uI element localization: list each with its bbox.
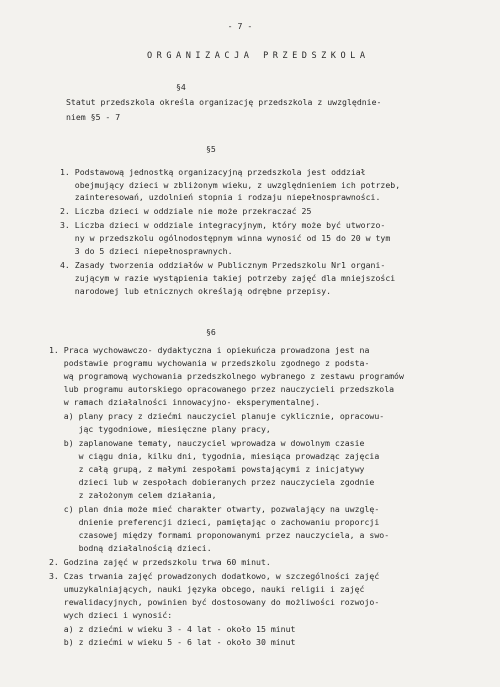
s6-line: 2. Godzina zajęć w przedszkolu trwa 60 minut.	[49, 557, 271, 567]
s6-line: dnienie preferencji dzieci, pamiętając o zachowaniu proporcji	[49, 517, 380, 527]
s6-line: podstawie programu wychowania w przedszkolu zgodnego z podsta-	[49, 358, 370, 368]
s6-line: dzieci lub w zespołach dobieranych przez nauczyciela zgodnie	[49, 477, 375, 487]
s6-line: w ramach działalności innowacyjno- eksperymentalnej.	[49, 397, 321, 407]
s6-line: umuzykalniających, nauki języka obcego, nauki religii i zajęć	[49, 584, 365, 594]
s4-line: Statut przedszkola określa organizację przedszkola z uwzględnie-	[66, 97, 382, 107]
s6-line: jąc tygodniowe, miesięczne plany pracy,	[49, 424, 271, 434]
s6-line: 3. Czas trwania zajęć prowadzonych dodatkowo, w szczególności zajęć	[49, 571, 380, 581]
s5-line: zainteresowań, uzdolnień stopnia i rodzaju niepełnosprawności.	[60, 192, 381, 202]
section-heading: ORGANIZACJA PRZEDSZKOLA	[147, 51, 370, 61]
s5-line: 1. Podstawową jednostką organizacyjną przedszkola jest oddział	[60, 167, 366, 177]
paragraph-sign-5: §5	[206, 144, 216, 154]
s6-line: czasowej między formami proponowanymi przez nauczyciela, a swo-	[49, 530, 390, 540]
paragraph-sign-6: §6	[206, 327, 216, 337]
s4-line: niem §5 - 7	[66, 112, 121, 122]
s6-line: bodną działalnością dzieci.	[49, 543, 212, 553]
s5-line: obejmujący dzieci w zbliżonym wieku, z uwzględnieniem ich potrzeb,	[60, 180, 401, 190]
s5-line: ny w przedszkolu ogólnodostępnym winna wynosić od 15 do 20 w tym	[60, 233, 391, 243]
s5-line: zującym w razie wystąpienia takiej potrzeby zajęć dla mniejszości	[60, 273, 396, 283]
s6-line: wą programową wychowania przedszkolnego wybranego z zestawu programów	[49, 371, 404, 381]
s6-line: z założonym celem działania,	[49, 490, 217, 500]
s6-line: wych dzieci i wynosić:	[49, 610, 173, 620]
s6-line: b) z dziećmi w wieku 5 - 6 lat - około 30 minut	[49, 637, 296, 647]
s6-line: rewalidacyjnych, powinien być dostosowany do możliwości rozwojo-	[49, 597, 380, 607]
s5-line: 3 do 5 dzieci niepełnosprawnych.	[60, 246, 233, 256]
s6-line: w ciągu dnia, kilku dni, tygodnia, miesiąca prowadząc zajęcia	[49, 451, 380, 461]
page-number: - 7 -	[227, 21, 253, 31]
s5-line: 2. Liczba dzieci w oddziale nie może przekraczać 25	[60, 206, 312, 216]
s6-line: a) z dziećmi w wieku 3 - 4 lat - około 15 minut	[49, 624, 296, 634]
s6-line: 1. Praca wychowawczo- dydaktyczna i opiekuńcza prowadzona jest na	[49, 345, 370, 355]
s5-line: 3. Liczba dzieci w oddziale integracyjnym, który może być utworzo-	[60, 220, 386, 230]
s6-line: b) zaplanowane tematy, nauczyciel wprowadza w dowolnym czasie	[49, 438, 365, 448]
s6-line: lub programu autorskiego opracowanego przez nauczycieli przedszkola	[49, 384, 395, 394]
paragraph-sign-4: §4	[176, 82, 186, 92]
s6-line: a) plany pracy z dziećmi nauczyciel planuje cyklicznie, opracowu-	[49, 411, 385, 421]
s5-line: 4. Zasady tworzenia oddziałów w Publicznym Przedszkolu Nr1 organi-	[60, 260, 386, 270]
s5-line: narodowej lub etnicznych określają odrębne przepisy.	[60, 286, 332, 296]
s6-line: z całą grupą, z małymi zespołami powstającymi z inicjatywy	[49, 464, 365, 474]
s6-line: c) plan dnia może mieć charakter otwarty, pozwalający na uwzglę-	[49, 504, 380, 514]
